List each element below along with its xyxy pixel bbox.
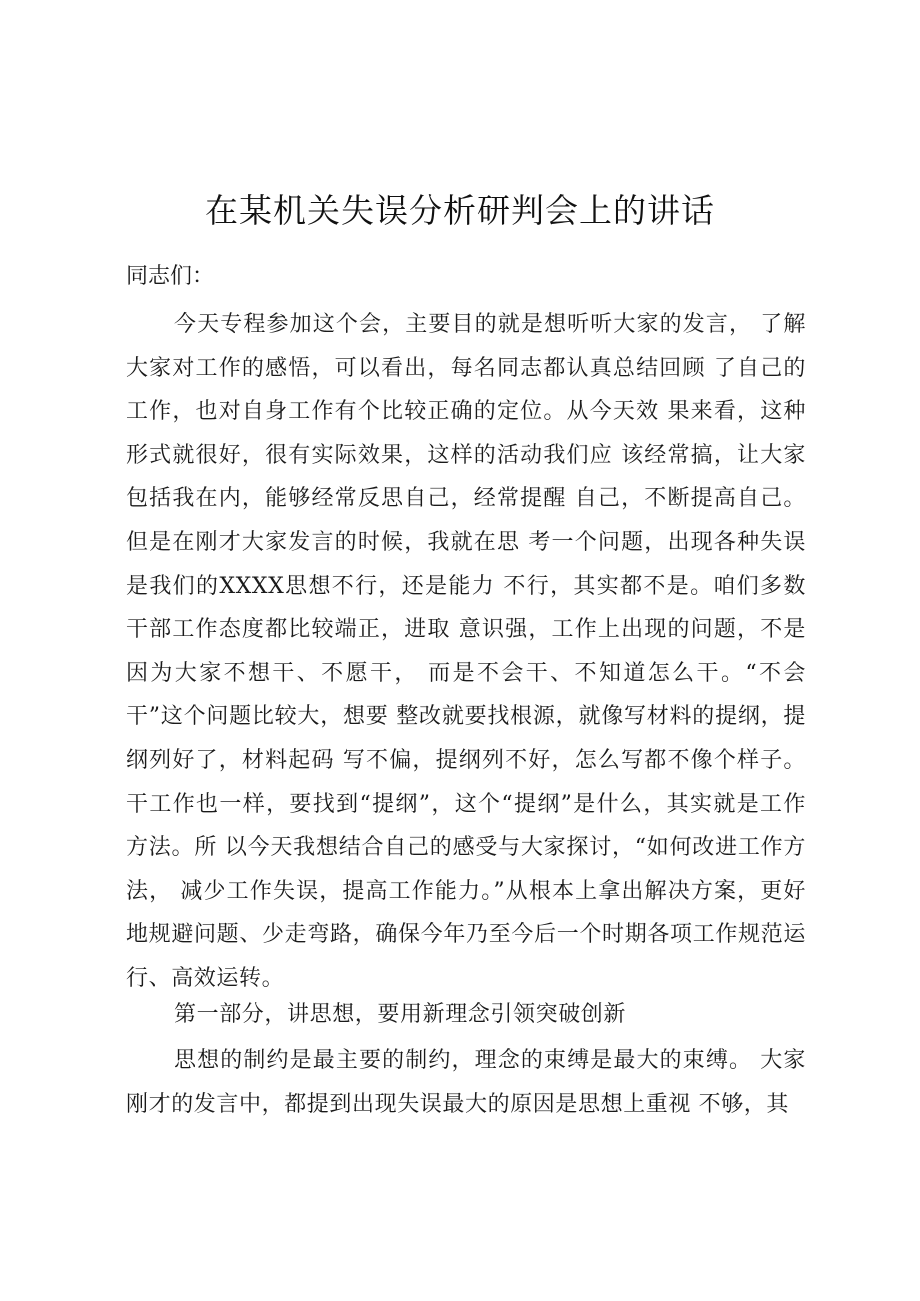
section-heading: 第一部分，讲思想，要用新理念引领突破创新: [174, 1002, 627, 1027]
salutation: 同志们：: [126, 264, 215, 289]
body-paragraph: 思想的制约是最主要的制约，理念的束缚是最大的束缚。 大家刚才的发言中，都提到出现失误最大的原因是思想上重视 不够，其: [126, 1048, 806, 1117]
body-paragraph: 今天专程参加这个会，主要目的就是想听听大家的发言， 了解大家对工作的感悟，可以看出，每名同志都认真总结回顾 了自己的工作，也对自身工作有个比较正确的定位。从今天效 果来看，这种形式就很好，很有实际效果，这样的活动我们应 该经常搞，让大家包括我在内，能够经常反思自己，经常提醒 自己，不断提高自己。但是在刚才大家发言的时候，我就在思 考一个问题，出现各种失误是我们的XXXX思想不行，还是能力 不行，其实都不是。咱们多数干部工作态度都比较端正，进取 意识强，工作上出现的问题，不是因为大家不想干、不愿干， 而是不会干、不知道怎么干。“不会干”这个问题比较大，想要 整改就要找根源，就像写材料的提纲，提纲列好了，材料起码 写不偏，提纲列不好，怎么写都不像个样子。干工作也一样，要找到“提纲”，这个“提纲”是什么，其实就是工作方法。所 以今天我想结合自己的感受与大家探讨，“如何改进工作方法， 减少工作失误，提高工作能力。”从根本上拿出解决方案，更好 地规避问题、少走弯路，确保今年乃至今后一个时期各项工作规范运行、高效运转。: [126, 312, 806, 991]
document-title: 在某机关失误分析研判会上的讲话: [205, 191, 715, 230]
